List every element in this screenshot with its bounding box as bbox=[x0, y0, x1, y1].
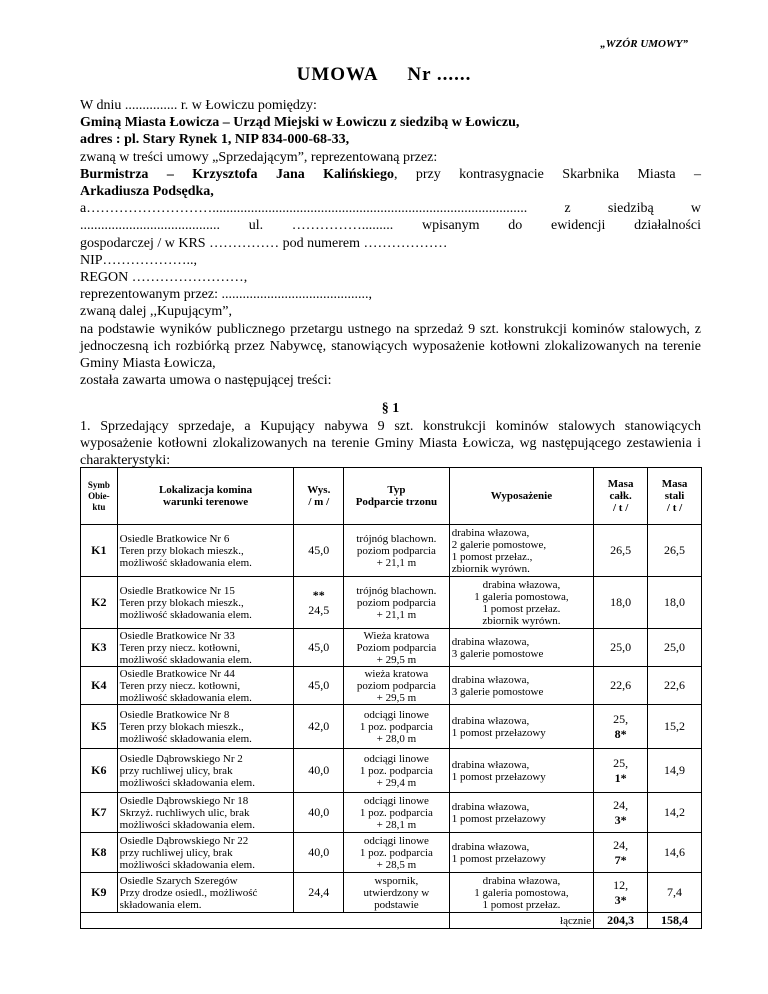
row-type: Wieża kratowa Poziom podparcia + 29,5 m bbox=[344, 629, 450, 667]
chimney-spec-table bbox=[80, 467, 702, 929]
row-steel-mass: 7,4 bbox=[648, 873, 702, 913]
header-location: Lokalizacja komina warunki terenowe bbox=[117, 468, 294, 525]
row-equipment: drabina włazowa, 3 galerie pomostowe bbox=[449, 667, 593, 705]
row-location: Osiedle Dąbrowskiego Nr 18 Skrzyż. ruchliwych ulic, brak możliwości składowania elem. bbox=[117, 793, 294, 833]
row-height: 40,0 bbox=[294, 833, 344, 873]
row-type: odciągi linowe 1 poz. podparcia + 29,4 m bbox=[344, 749, 450, 793]
row-height: 40,0 bbox=[294, 749, 344, 793]
total-label: łącznie bbox=[449, 913, 593, 929]
row-type: odciągi linowe 1 poz. podparcia + 28,1 m bbox=[344, 793, 450, 833]
table-header-row bbox=[81, 468, 702, 525]
row-height: ** 24,5 bbox=[294, 577, 344, 629]
section-heading: § 1 bbox=[381, 401, 400, 417]
seller-name: Gminą Miasta Łowicza – Urząd Miejski w Łowiczu z siedzibą w Łowiczu, bbox=[80, 115, 520, 131]
table-row bbox=[81, 793, 702, 833]
row-total-mass: 25,0 bbox=[594, 629, 648, 667]
row-location: Osiedle Szarych Szeregów Przy drodze osiedl., możliwość składowania elem. bbox=[117, 873, 294, 913]
title-umowa: UMOWA bbox=[296, 64, 378, 85]
row-type: wspornik, utwierdzony w podstawie bbox=[344, 873, 450, 913]
header-type: Typ Podparcie trzonu bbox=[344, 468, 450, 525]
table-row bbox=[81, 705, 702, 749]
row-total-mass: 24, 7* bbox=[594, 833, 648, 873]
mayor-countersign: , przy kontrasygnacie Skarbnika Miasta – bbox=[393, 166, 701, 182]
row-equipment: drabina włazowa, 3 galerie pomostowe bbox=[449, 629, 593, 667]
header-equipment: Wyposażenie bbox=[449, 468, 593, 525]
row-location: Osiedle Bratkowice Nr 8 Teren przy blokach mieszk., możliwość składowania elem. bbox=[117, 705, 294, 749]
row-total-mass: 12, 3* bbox=[594, 873, 648, 913]
row-total-mass: 26,5 bbox=[594, 525, 648, 577]
row-steel-mass: 14,2 bbox=[648, 793, 702, 833]
seller-representation: zwaną w treści umowy „Sprzedającym”, reprezentowaną przez: bbox=[80, 149, 438, 165]
buyer-regon-line: REGON ……………………, bbox=[80, 270, 248, 286]
row-symbol: K1 bbox=[81, 525, 118, 577]
row-symbol: K4 bbox=[81, 667, 118, 705]
buyer-krs-line: gospodarczej / w KRS …………… pod numerem ……………… bbox=[80, 235, 448, 251]
buyer-nip-line: NIP……………….., bbox=[80, 252, 198, 268]
row-steel-mass: 25,0 bbox=[648, 629, 702, 667]
treasurer-name: Arkadiusza Podsędka, bbox=[80, 184, 214, 200]
row-equipment: drabina włazowa, 1 pomost przełazowy bbox=[449, 749, 593, 793]
row-height: 42,0 bbox=[294, 705, 344, 749]
row-steel-mass: 18,0 bbox=[648, 577, 702, 629]
row-location: Osiedle Bratkowice Nr 44 Teren przy niecz. kotłowni, możliwość składowania elem. bbox=[117, 667, 294, 705]
document-title bbox=[0, 64, 768, 86]
header-height: Wys. / m / bbox=[294, 468, 344, 525]
table-row bbox=[81, 577, 702, 629]
row-equipment: drabina właz​owa, 2 galerie pomostowe, 1 pomost przełaz., zbiornik wyrówn. bbox=[449, 525, 593, 577]
row-steel-mass: 26,5 bbox=[648, 525, 702, 577]
row-symbol: K7 bbox=[81, 793, 118, 833]
row-height: 24,4 bbox=[294, 873, 344, 913]
row-total-mass: 25, 1* bbox=[594, 749, 648, 793]
row-total-mass: 22,6 bbox=[594, 667, 648, 705]
row-symbol: K5 bbox=[81, 705, 118, 749]
row-type: trójnóg blachown. poziom podparcia + 21,1 m bbox=[344, 525, 450, 577]
row-steel-mass: 14,6 bbox=[648, 833, 702, 873]
title-number: Nr ...... bbox=[407, 64, 472, 85]
row-type: odciągi linowe 1 poz. podparcia + 28,5 m bbox=[344, 833, 450, 873]
row-location: Osiedle Bratkowice Nr 6 Teren przy blokach mieszk., możliwość składowania elem. bbox=[117, 525, 294, 577]
contract-conclusion: została zawarta umowa o następującej treści: bbox=[80, 373, 332, 389]
tender-basis: na podstawie wyników publicznego przetargu ustnego na sprzedaż 9 szt. konstrukcji kominów stalowych, z jednoczesną ich rozbiórką przez Nabywcę, stanowiących wyposażenie kotłowni zlokalizowanych na terenie Gminy Miasta Łowicza, bbox=[80, 321, 701, 372]
mayor-line bbox=[80, 166, 701, 183]
header-symbol: Symb Obie- ktu bbox=[81, 468, 118, 525]
buyer-label-line: zwaną dalej ,,Kupującym”, bbox=[80, 304, 232, 320]
row-total-mass: 18,0 bbox=[594, 577, 648, 629]
table-row bbox=[81, 525, 702, 577]
row-total-mass: 25, 8* bbox=[594, 705, 648, 749]
section-text: 1. Sprzedający sprzedaje, a Kupujący nabywa 9 szt. konstrukcji kominów stalowych stanowiących wyposażenie kotłowni zlokalizowanych na terenie Gminy Miasta Łowicza, wg następującego zestawienia i charakterystyki: bbox=[80, 418, 701, 469]
buyer-address-line: ........................................ ul. ……………......... wpisanym do ewidencji działalności bbox=[80, 218, 701, 234]
row-symbol: K8 bbox=[81, 833, 118, 873]
row-steel-mass: 22,6 bbox=[648, 667, 702, 705]
row-type: wieża kratowa poziom podparcia + 29,5 m bbox=[344, 667, 450, 705]
row-height: 45,0 bbox=[294, 629, 344, 667]
row-location: Osiedle Dąbrowskiego Nr 2 przy ruchliwej ulicy, brak możliwości składowania elem. bbox=[117, 749, 294, 793]
document-header-note: „WZÓR UMOWY” bbox=[600, 38, 688, 50]
row-type: odciągi linowe 1 poz. podparcia + 28,0 m bbox=[344, 705, 450, 749]
table-row bbox=[81, 749, 702, 793]
seller-address: adres : pl. Stary Rynek 1, NIP 834-000-68-33, bbox=[80, 132, 350, 148]
row-equipment: drabina włazowa, 1 pomost przełazowy bbox=[449, 793, 593, 833]
row-equipment: drabina włazowa, 1 pomost przełazowy bbox=[449, 833, 593, 873]
table-row bbox=[81, 833, 702, 873]
header-total-mass: Masa całk. / t / bbox=[594, 468, 648, 525]
table-row bbox=[81, 667, 702, 705]
table-row bbox=[81, 873, 702, 913]
row-location: Osiedle Bratkowice Nr 15 Teren przy blokach mieszk., możliwość składowania elem. bbox=[117, 577, 294, 629]
buyer-representation-line: reprezentowanym przez: .........................................., bbox=[80, 287, 372, 303]
row-equipment: drabina włazowa, 1 galeria pomostowa, 1 pomost przełaz. zbiornik wyrówn. bbox=[449, 577, 593, 629]
row-height: 45,0 bbox=[294, 525, 344, 577]
row-total-mass: 24, 3* bbox=[594, 793, 648, 833]
total-steel-mass: 158,4 bbox=[648, 913, 702, 929]
row-type: trójnóg blachown. poziom podparcia + 21,1 m bbox=[344, 577, 450, 629]
table-total-row bbox=[81, 913, 702, 929]
header-steel-mass: Masa stali / t / bbox=[648, 468, 702, 525]
table-row bbox=[81, 629, 702, 667]
row-symbol: K6 bbox=[81, 749, 118, 793]
row-equipment: drabina włazowa, 1 pomost przełazowy bbox=[449, 705, 593, 749]
mayor-name: Burmistrza – Krzysztofa Jana Kalińskiego bbox=[80, 166, 394, 182]
row-equipment: drabina włazowa, 1 galeria pomostowa, 1 pomost przełaz. bbox=[449, 873, 593, 913]
row-location: Osiedle Bratkowice Nr 33 Teren przy niecz. kotłowni, możliwość składowania elem. bbox=[117, 629, 294, 667]
row-symbol: K2 bbox=[81, 577, 118, 629]
row-symbol: K3 bbox=[81, 629, 118, 667]
document-body bbox=[80, 97, 701, 469]
row-height: 45,0 bbox=[294, 667, 344, 705]
row-height: 40,0 bbox=[294, 793, 344, 833]
row-steel-mass: 15,2 bbox=[648, 705, 702, 749]
intro-line: W dniu ............... r. w Łowiczu pomiędzy: bbox=[80, 98, 317, 113]
buyer-name-line: a……………………….......................................................................................... z siedzibą w bbox=[80, 201, 701, 217]
row-location: Osiedle Dąbrowskiego Nr 22 przy ruchliwej ulicy, brak możliwości składowania elem. bbox=[117, 833, 294, 873]
row-symbol: K9 bbox=[81, 873, 118, 913]
row-steel-mass: 14,9 bbox=[648, 749, 702, 793]
total-mass: 204,3 bbox=[594, 913, 648, 929]
